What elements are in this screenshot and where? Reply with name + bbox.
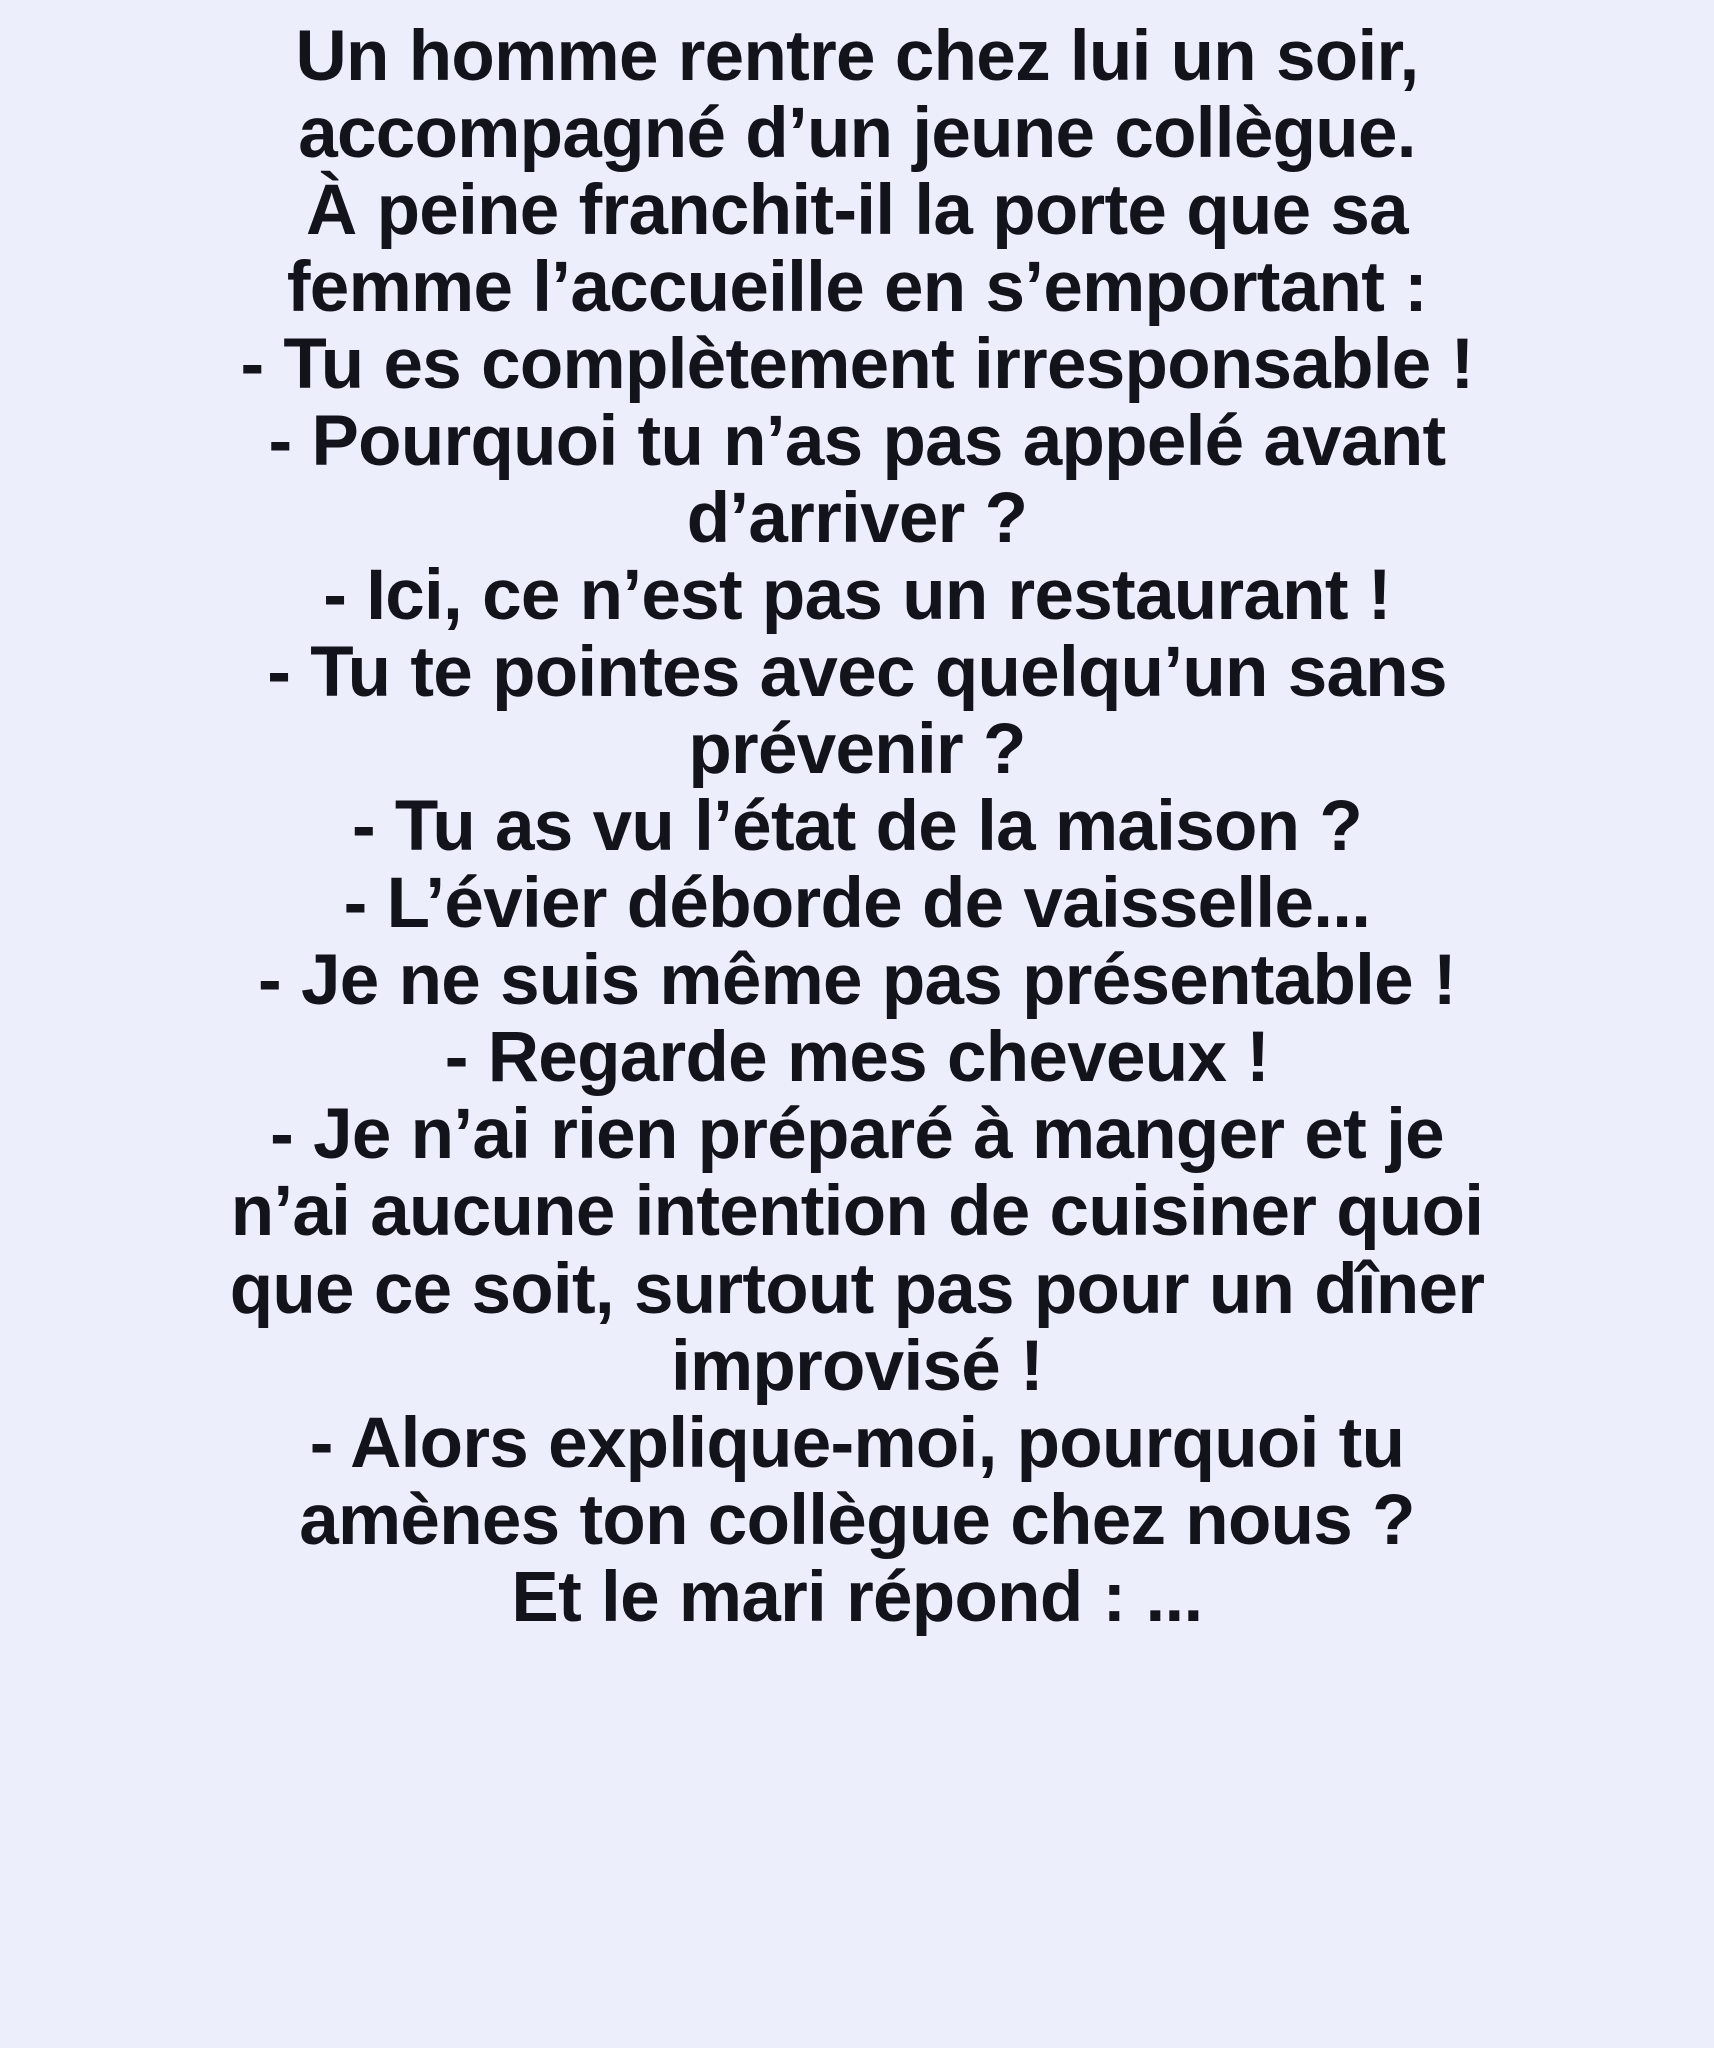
joke-line: accompagné d’un jeune collègue. xyxy=(298,94,1416,174)
joke-line: Et le mari répond : ... xyxy=(511,1557,1203,1637)
joke-line: amènes ton collègue chez nous ? xyxy=(299,1480,1415,1560)
joke-line: que ce soit, surtout pas pour un dîner xyxy=(229,1249,1485,1329)
joke-line: - Je n’ai rien préparé à manger et je xyxy=(270,1095,1444,1175)
joke-line: - Pourquoi tu n’as pas appelé avant xyxy=(268,402,1446,482)
joke-line: - Regarde mes cheveux ! xyxy=(444,1018,1270,1098)
joke-line: n’ai aucune intention de cuisiner quoi xyxy=(230,1172,1484,1252)
joke-line: improvisé ! xyxy=(670,1326,1044,1406)
joke-line: - Alors explique-moi, pourquoi tu xyxy=(309,1403,1405,1483)
joke-line: - Tu te pointes avec quelqu’un sans xyxy=(267,633,1447,713)
joke-line: Un homme rentre chez lui un soir, xyxy=(295,17,1419,96)
joke-text-block xyxy=(70,18,1644,1636)
joke-line: - Je ne suis même pas présentable ! xyxy=(258,941,1456,1021)
joke-line: femme l’accueille en s’emportant : xyxy=(286,248,1428,328)
joke-line: À peine franchit-il la porte que sa xyxy=(306,171,1408,251)
joke-line: - L’évier déborde de vaisselle... xyxy=(343,864,1371,944)
joke-line: prévenir ? xyxy=(688,710,1026,790)
joke-line: - Tu es complètement irresponsable ! xyxy=(240,325,1474,405)
joke-line: - Tu as vu l’état de la maison ? xyxy=(351,787,1363,867)
joke-line: d’arriver ? xyxy=(686,479,1028,559)
joke-line: - Ici, ce n’est pas un restaurant ! xyxy=(323,556,1391,636)
